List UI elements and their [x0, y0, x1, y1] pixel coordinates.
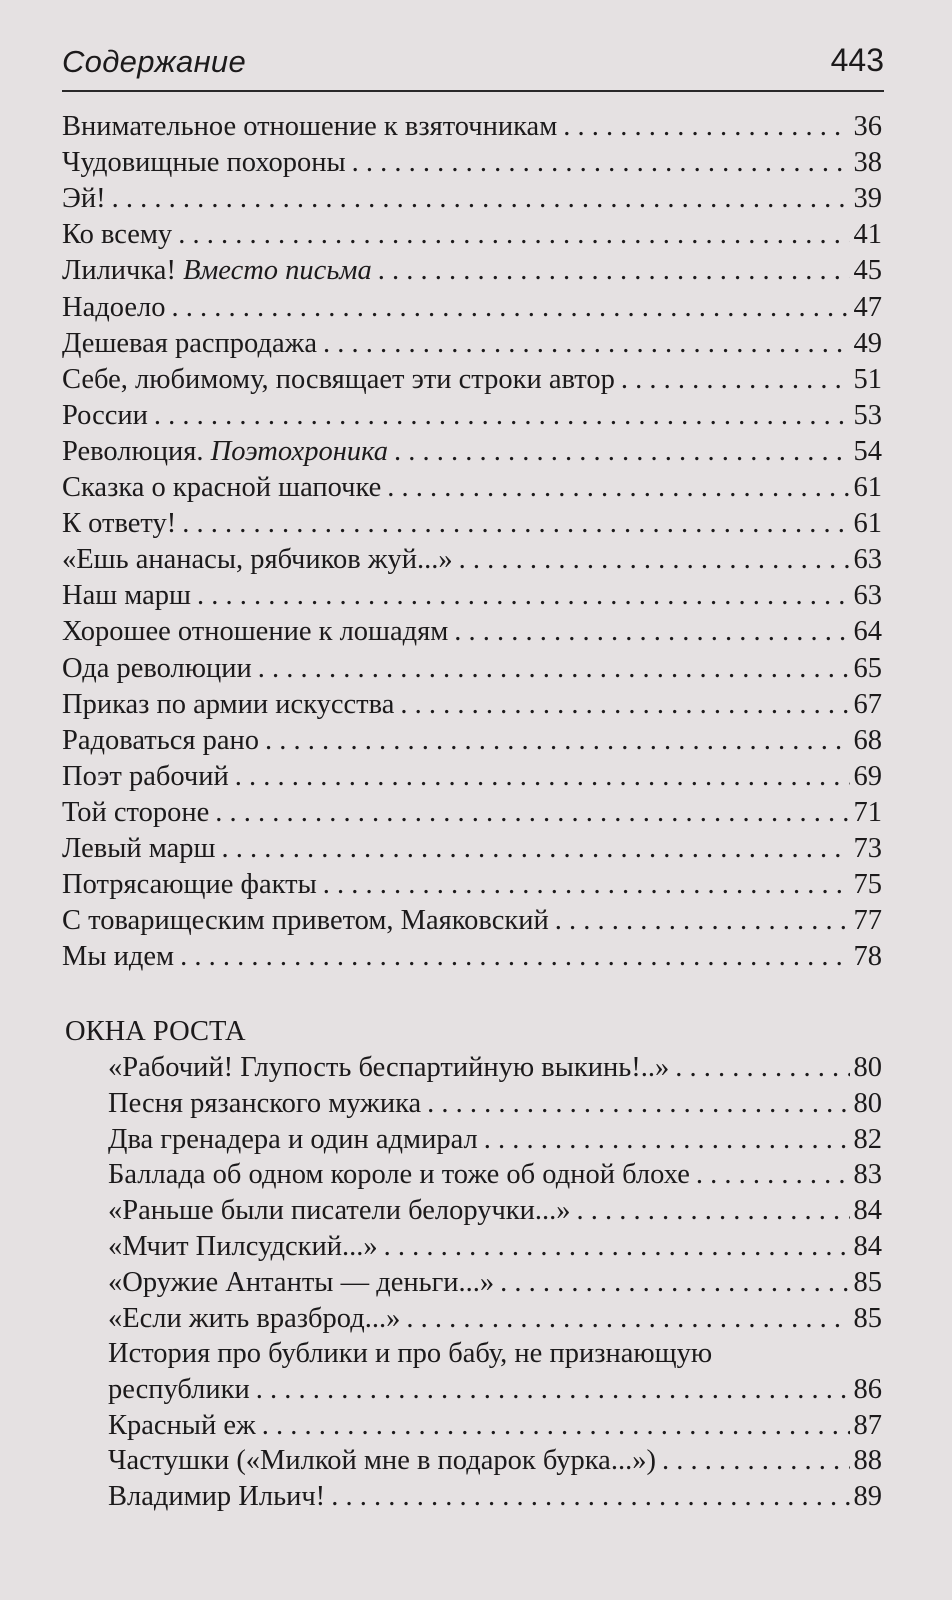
section-title: ОКНА РОСТА — [65, 1016, 246, 1047]
toc-entry-title — [62, 470, 381, 506]
toc-entry-title-text: Потрясающие факты — [62, 869, 317, 900]
running-header — [62, 40, 884, 92]
toc-entry-title — [62, 542, 453, 578]
dot-leader — [323, 326, 850, 362]
toc-entry-title-text: Себе, любимому, посвящает эти строки автор — [62, 364, 615, 395]
toc-entry-page: 73 — [853, 833, 882, 864]
toc-entry-title-text: Эй! — [62, 183, 106, 214]
toc-entry — [62, 867, 882, 903]
toc-entry-title — [108, 1193, 571, 1229]
toc-entry — [62, 614, 882, 650]
toc-entry-title-text: Той стороне — [62, 797, 210, 828]
toc-entry-page: 51 — [853, 364, 882, 395]
toc-entry-title — [62, 867, 317, 903]
dot-leader — [621, 362, 850, 398]
dot-leader — [563, 109, 849, 145]
dot-leader — [171, 290, 849, 326]
toc-entry-title — [62, 109, 557, 145]
dot-leader — [112, 181, 850, 217]
toc-entry-title-text: России — [62, 400, 148, 431]
dot-leader — [154, 398, 850, 434]
toc-entry-page: 77 — [853, 905, 882, 936]
toc-entry-page: 61 — [853, 472, 882, 503]
dot-leader — [484, 1122, 850, 1158]
toc-entry-title — [108, 1301, 400, 1337]
toc-entry-title — [108, 1050, 669, 1086]
toc-entry-title-text: Хорошее отношение к лошадям — [62, 616, 449, 647]
toc-entry — [62, 181, 882, 217]
dot-leader — [262, 1408, 850, 1444]
dot-leader — [265, 723, 850, 759]
toc-entry-page: 65 — [853, 653, 882, 684]
toc-entry-page: 54 — [853, 436, 882, 467]
dot-leader — [387, 470, 849, 506]
toc-entry — [62, 759, 882, 795]
dot-leader — [258, 651, 850, 687]
toc-entry-title — [108, 1122, 478, 1158]
toc-entry-title — [62, 145, 346, 181]
toc-entry-title — [62, 217, 172, 253]
toc-entry-page: 38 — [853, 147, 882, 178]
toc-entry-page: 67 — [853, 689, 882, 720]
toc-entry — [62, 362, 882, 398]
toc-entry-page: 49 — [853, 328, 882, 359]
dot-leader — [215, 795, 849, 831]
toc-entry-title-text: Радоваться рано — [62, 725, 259, 756]
toc-entry-page: 78 — [853, 941, 882, 972]
toc-entry — [62, 542, 882, 578]
dot-leader — [394, 434, 850, 470]
toc-entry — [62, 398, 882, 434]
toc-entry — [62, 290, 882, 326]
toc-entry-title — [62, 326, 317, 362]
toc-entry-title — [62, 759, 229, 795]
toc-entry-title — [62, 795, 209, 831]
toc-entry-page: 89 — [853, 1481, 882, 1512]
toc-entry-title-text: Дешевая распродажа — [62, 328, 317, 359]
toc-entry-title — [62, 614, 448, 650]
toc-entry — [108, 1301, 882, 1337]
toc-entry-title-text: Ода революции — [62, 653, 252, 684]
toc-entry-page: 82 — [853, 1124, 882, 1155]
dot-leader — [696, 1157, 850, 1193]
toc-entry-title — [62, 181, 106, 217]
toc-entry-title — [62, 939, 174, 975]
toc-entry-title — [62, 434, 388, 470]
toc-entry — [62, 506, 882, 542]
toc-entry — [62, 578, 882, 614]
toc-entry — [62, 109, 882, 145]
toc-entry — [62, 831, 882, 867]
dot-leader — [352, 145, 850, 181]
toc-entry-page: 68 — [853, 725, 882, 756]
toc-entry-title-text: Песня рязанского мужика — [108, 1088, 422, 1119]
toc-entry — [108, 1050, 882, 1086]
toc-entry-title — [62, 253, 372, 289]
dot-leader — [555, 903, 850, 939]
toc-entry-title — [62, 506, 176, 542]
dot-leader — [406, 1301, 849, 1337]
toc-entry-page: 84 — [853, 1231, 882, 1262]
dot-leader — [675, 1050, 849, 1086]
toc-entry-page: 83 — [853, 1159, 882, 1190]
toc-entry — [62, 326, 882, 362]
toc-entry-page: 71 — [853, 797, 882, 828]
toc-entry — [108, 1157, 882, 1193]
toc-entry-title-text: Красный еж — [108, 1410, 256, 1441]
toc-entry-title — [62, 687, 394, 723]
toc-entry-page: 80 — [853, 1052, 882, 1083]
toc-entry-title — [62, 723, 259, 759]
toc-entry-page: 53 — [853, 400, 882, 431]
toc-entry-subtitle: Поэтохроника — [210, 436, 388, 467]
toc-entry-title-text: Два гренадера и один адмирал — [108, 1124, 478, 1155]
toc-entry — [108, 1372, 882, 1408]
toc-entry-page: 69 — [853, 761, 882, 792]
toc-entry — [108, 1122, 882, 1158]
toc-entry-page: 45 — [853, 255, 882, 286]
toc-entry-title — [108, 1229, 378, 1265]
toc-entry-title — [62, 831, 215, 867]
toc-entry — [108, 1229, 882, 1265]
toc-entry-title — [62, 362, 615, 398]
toc-entry-title-text: Чудовищные похороны — [62, 147, 346, 178]
header-page-number: 443 — [830, 42, 884, 78]
toc-entry-title-text: «Ешь ананасы, рябчиков жуй...» — [62, 544, 453, 575]
header-title: Содержание — [62, 44, 247, 79]
toc-entry-title — [62, 578, 191, 614]
toc-entry-page: 85 — [853, 1267, 882, 1298]
dot-leader — [331, 1479, 849, 1515]
toc-entry — [62, 145, 882, 181]
toc-entry-title-text: Революция. — [62, 436, 211, 467]
toc-entry-title-text: «Рабочий! Глупость беспартийную выкинь!..» — [108, 1052, 670, 1083]
toc-entry-title — [108, 1372, 250, 1408]
dot-leader — [221, 831, 849, 867]
toc-entry-title-text: «Раньше были писатели белоручки...» — [108, 1195, 571, 1226]
toc-entry-title — [108, 1443, 656, 1479]
dot-leader — [662, 1443, 850, 1479]
toc-entry-page: 86 — [853, 1374, 882, 1405]
toc-entry-title-text: С товарищеским приветом, Маяковский — [62, 905, 549, 936]
toc-entry-title-line: История про бублики и про бабу, не признающую — [108, 1338, 713, 1369]
toc-entry-page: 36 — [853, 111, 882, 142]
toc-entry — [108, 1193, 882, 1229]
toc-entry-title-text: «Если жить вразброд...» — [108, 1303, 401, 1334]
toc-entry-title-text: Частушки («Милкой мне в подарок бурка...») — [108, 1445, 656, 1476]
toc-entry-subtitle: Вместо письма — [183, 255, 372, 286]
toc-entry — [108, 1479, 882, 1515]
toc-entry-title-text: Лиличка! — [62, 255, 184, 286]
toc-entry-title-text: Наш марш — [62, 580, 191, 611]
toc-entry-title-text: Поэт рабочий — [62, 761, 229, 792]
toc-entry-page: 75 — [853, 869, 882, 900]
toc-entry — [62, 939, 882, 975]
dot-leader — [577, 1193, 850, 1229]
toc-entry — [108, 1265, 882, 1301]
dot-leader — [459, 542, 850, 578]
toc-entry — [62, 723, 882, 759]
toc-entry-page: 63 — [853, 580, 882, 611]
toc-entry-page: 85 — [853, 1303, 882, 1334]
toc-entry — [62, 651, 882, 687]
dot-leader — [400, 687, 849, 723]
toc-entry-title-text: Левый марш — [62, 833, 216, 864]
toc-entry-page: 47 — [853, 292, 882, 323]
toc-entry-title — [62, 651, 252, 687]
toc-entry-page: 41 — [853, 219, 882, 250]
toc-entry-title-text: Надоело — [62, 292, 166, 323]
dot-leader — [454, 614, 849, 650]
toc-entry-title-text: Внимательное отношение к взяточникам — [62, 111, 558, 142]
toc-entry-title — [62, 290, 165, 326]
dot-leader — [427, 1086, 849, 1122]
dot-leader — [178, 217, 849, 253]
toc-entry-page: 64 — [853, 616, 882, 647]
toc-entry-title-text: Сказка о красной шапочке — [62, 472, 382, 503]
toc-entry — [62, 434, 882, 470]
dot-leader — [256, 1372, 850, 1408]
toc-entry-title-text: «Мчит Пилсудский...» — [108, 1231, 378, 1262]
toc-entry — [62, 470, 882, 506]
toc-entry-title-text: К ответу! — [62, 508, 177, 539]
dot-leader — [323, 867, 850, 903]
dot-leader — [180, 939, 849, 975]
toc-entry-page: 84 — [853, 1195, 882, 1226]
toc-entry — [62, 903, 882, 939]
toc-entry-title-text: Баллада об одном короле и тоже об одной блохе — [108, 1159, 690, 1190]
toc-entry-title-text: «Оружие Антанты — деньги...» — [108, 1267, 495, 1298]
toc-entry — [108, 1408, 882, 1444]
toc-entry — [62, 217, 882, 253]
dot-leader — [197, 578, 850, 614]
toc-entry-title — [62, 398, 148, 434]
toc-entry-title — [108, 1479, 325, 1515]
toc-entry — [108, 1086, 882, 1122]
toc-entry — [62, 253, 882, 289]
toc-entry-page: 39 — [853, 183, 882, 214]
toc-entry-title-text: Мы идем — [62, 941, 175, 972]
toc-entry — [62, 795, 882, 831]
toc-entry-title-text: республики — [108, 1374, 250, 1405]
dot-leader — [235, 759, 850, 795]
dot-leader — [182, 506, 849, 542]
toc-entry-title — [62, 903, 549, 939]
toc-entry-title — [108, 1408, 256, 1444]
dot-leader — [500, 1265, 849, 1301]
toc-entry-page: 87 — [853, 1410, 882, 1441]
dot-leader — [384, 1229, 850, 1265]
toc-entry — [62, 687, 882, 723]
toc-entry-page: 80 — [853, 1088, 882, 1119]
toc-entry-page: 88 — [853, 1445, 882, 1476]
toc-entry-title — [108, 1157, 690, 1193]
toc-entry-title-text: Ко всему — [62, 219, 173, 250]
toc-entry-page: 63 — [853, 544, 882, 575]
dot-leader — [378, 253, 850, 289]
toc-entry-title — [108, 1265, 494, 1301]
toc-entry-page: 61 — [853, 508, 882, 539]
toc-entry-title-text: Приказ по армии искусства — [62, 689, 395, 720]
toc-entry — [108, 1443, 882, 1479]
toc-entry-title-text: Владимир Ильич! — [108, 1481, 326, 1512]
toc-entry-title — [108, 1086, 421, 1122]
